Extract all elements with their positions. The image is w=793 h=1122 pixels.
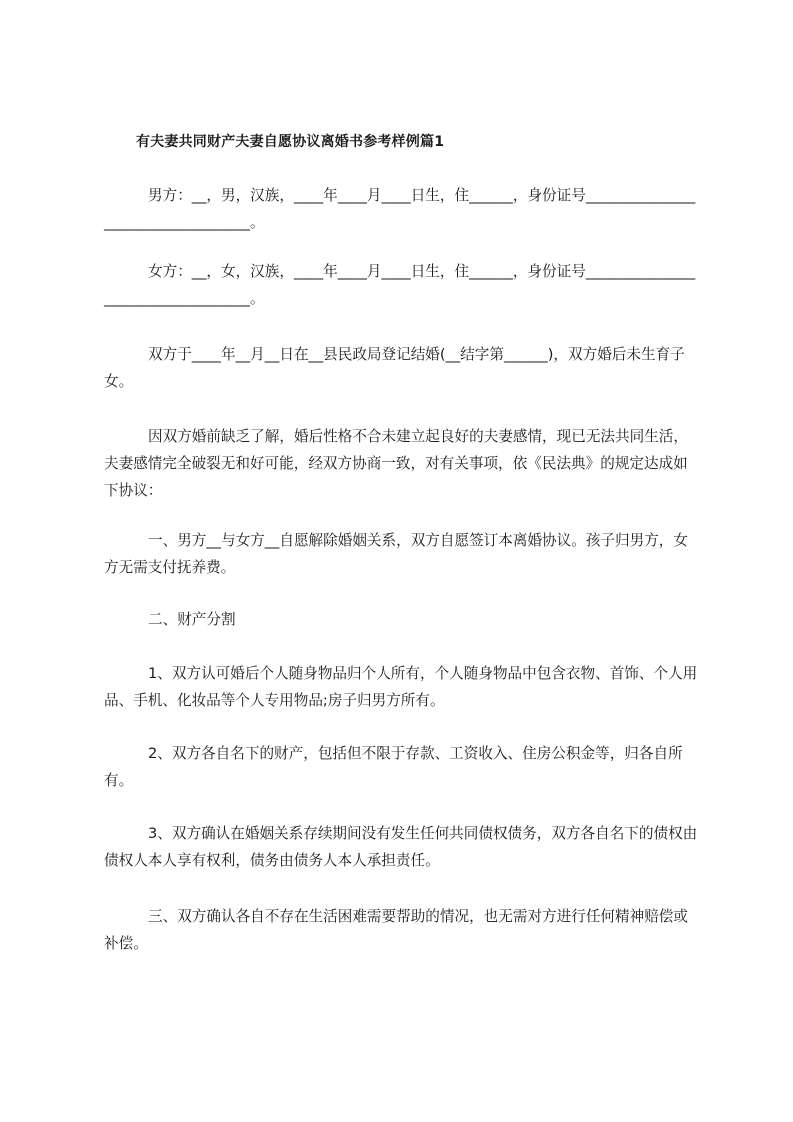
paragraph-clause-one: 一、男方__与女方__自愿解除婚姻关系，双方自愿签订本离婚协议。孩子归男方，女方无需支付抚养费。 [104, 532, 688, 576]
paragraph-male-party: 男方：__，男，汉族，____年____月____日生，住______，身份证号___________________________________。 [104, 187, 696, 231]
paragraph-property-item-3: 3、双方确认在婚姻关系存续期间没有发生任何共同债权债务，双方各自名下的债权由债权人本人享有权利，债务由债务人本人承担责任。 [104, 825, 698, 869]
paragraph-clause-three: 三、双方确认各自不存在生活困难需要帮助的情况，也无需对方进行任何精神赔偿或补偿。 [104, 908, 688, 952]
paragraph-marriage-registration: 双方于____年__月__日在__县民政局登记结婚(__结字第______)，双方婚后未生育子女。 [104, 346, 685, 390]
paragraph-clause-two-heading: 二、财产分割 [148, 611, 236, 628]
paragraph-female-party: 女方：__，女，汉族，____年____月____日生，住______，身份证号___________________________________。 [104, 263, 696, 307]
paragraph-property-item-2: 2、双方各自名下的财产，包括但不限于存款、工资收入、住房公积金等，归各自所有。 [104, 745, 683, 789]
paragraph-background: 因双方婚前缺乏了解，婚后性格不合未建立起良好的夫妻感情，现已无法共同生活，夫妻感情完全破裂无和好可能，经双方协商一致，对有关事项，依《民法典》的规定达成如下协议： [104, 428, 688, 499]
document-title: 有夫妻共同财产夫妻自愿协议离婚书参考样例篇1 [136, 134, 445, 150]
paragraph-property-item-1: 1、双方认可婚后个人随身物品归个人所有，个人随身物品中包含衣物、首饰、个人用品、手机、化妆品等个人专用物品;房子归男方所有。 [104, 665, 698, 709]
